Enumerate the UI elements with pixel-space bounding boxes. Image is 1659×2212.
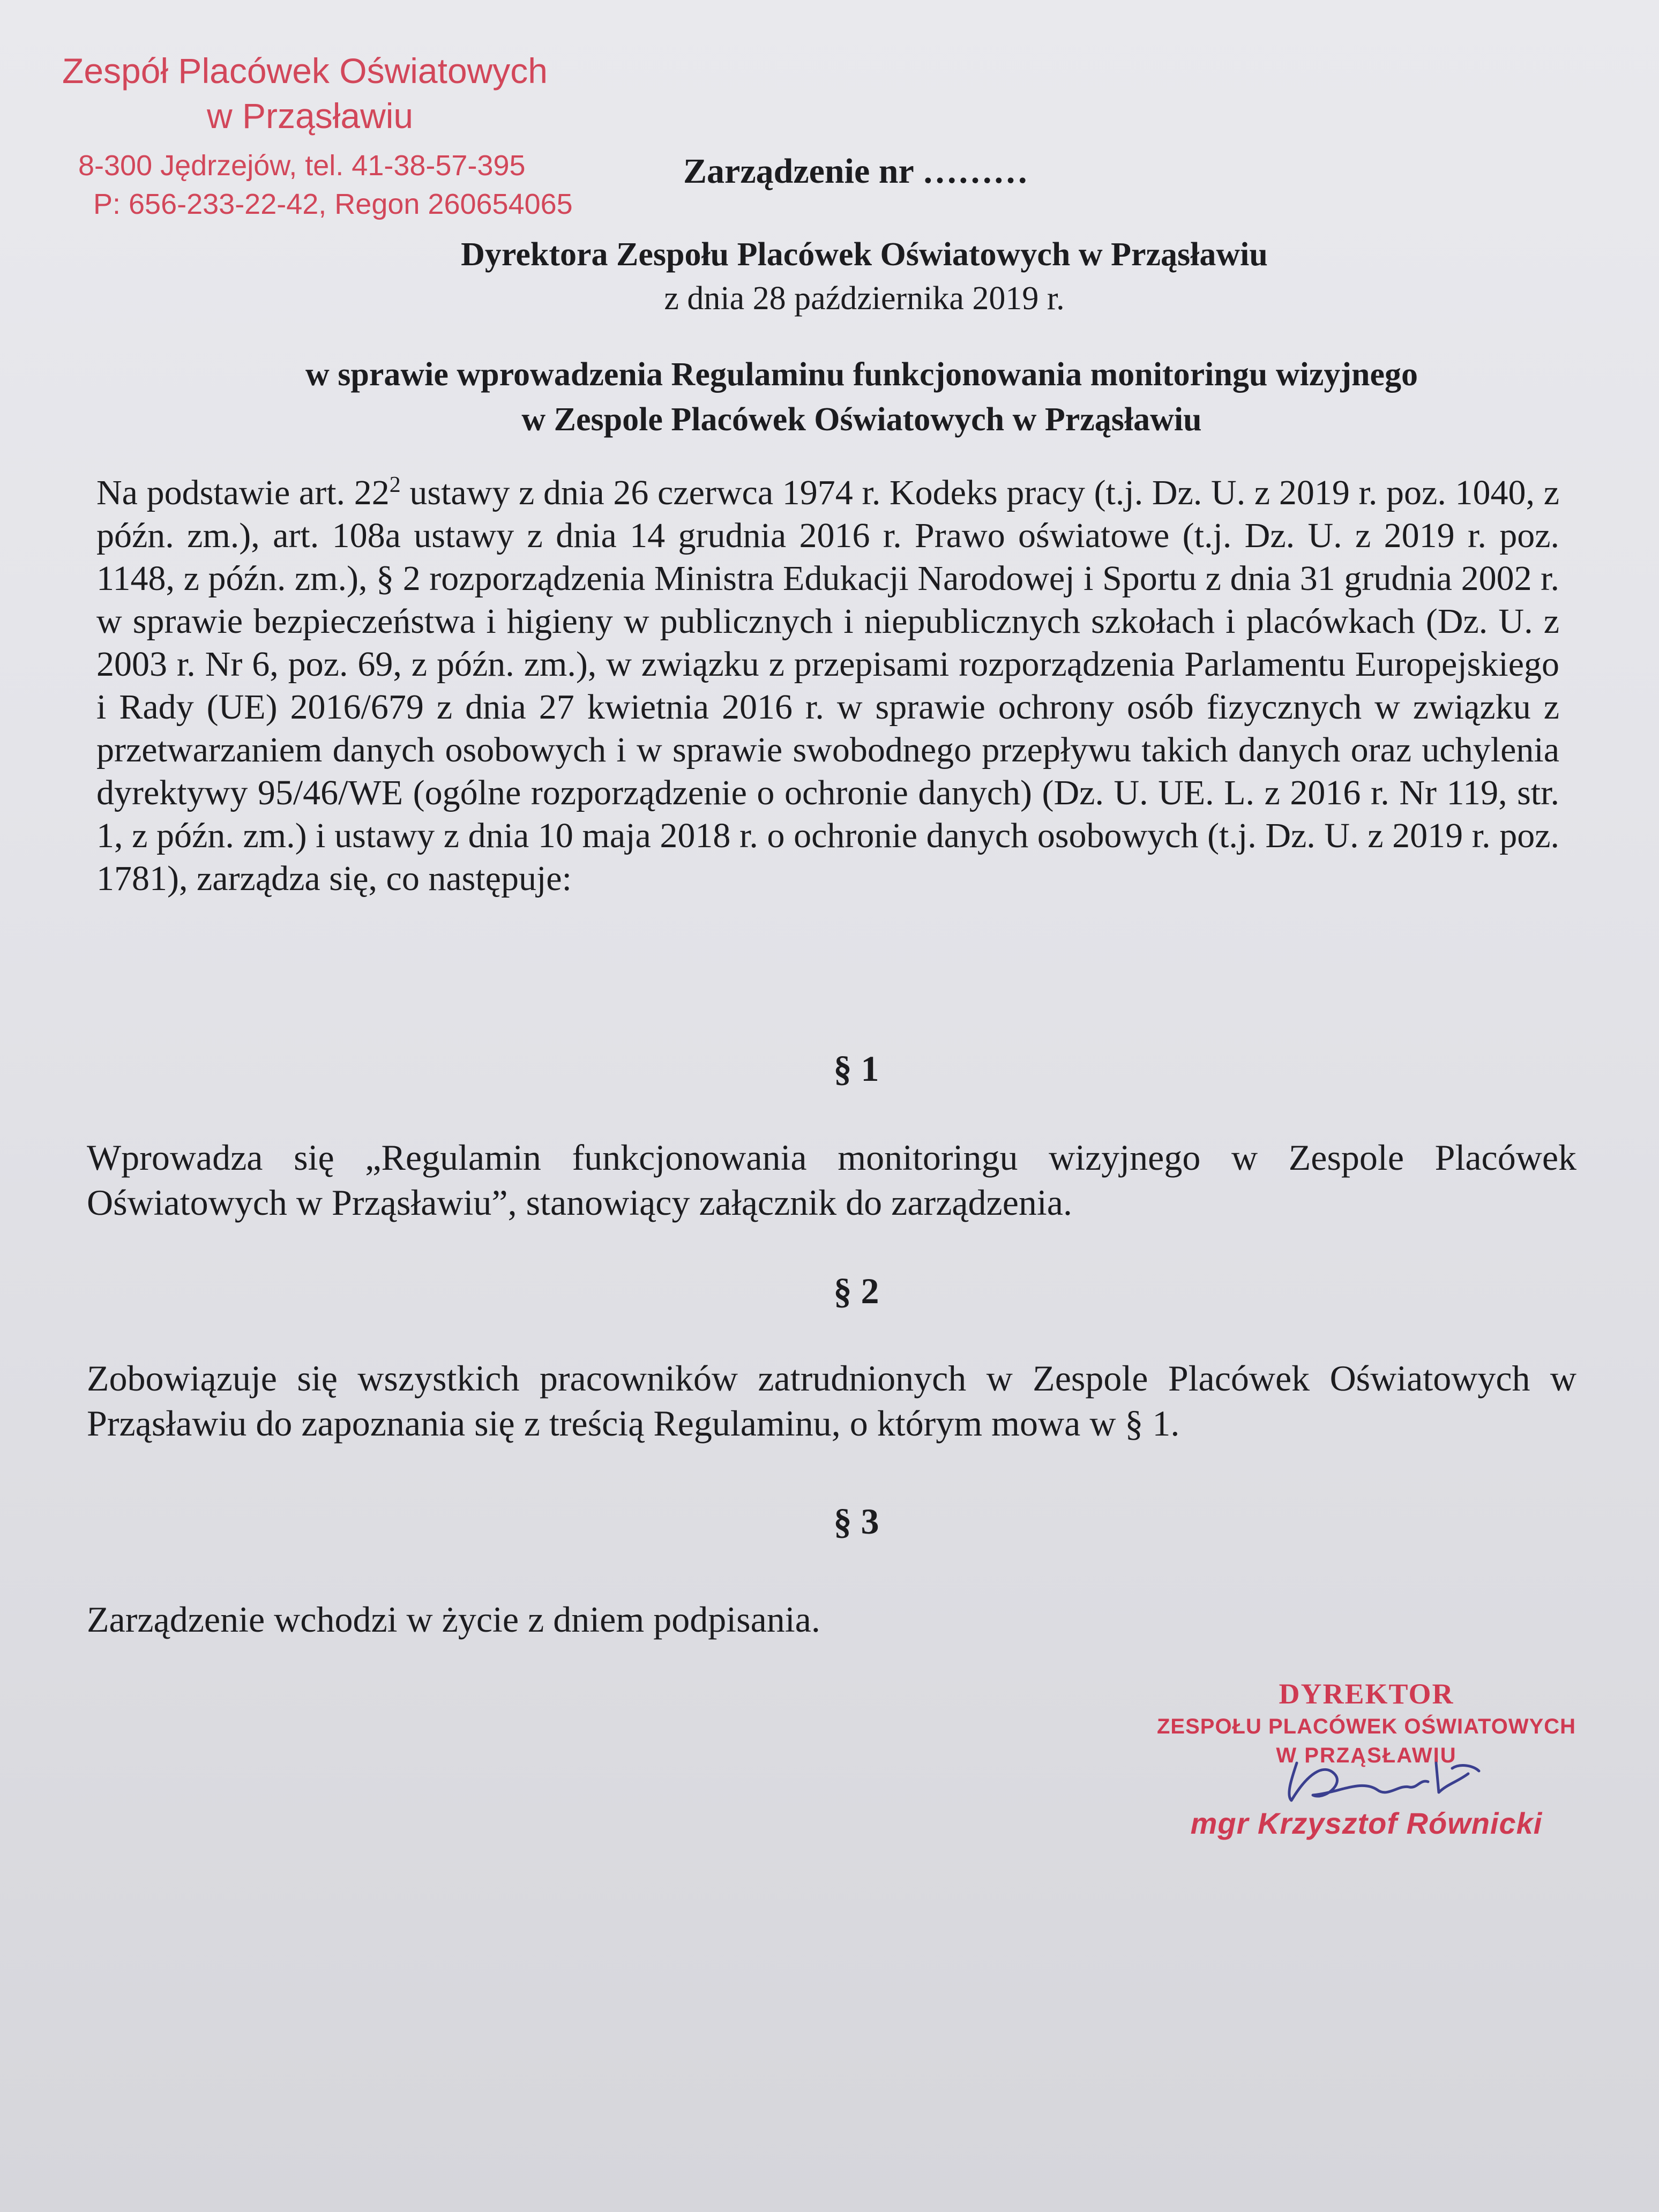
section-3-heading: § 3 — [833, 1501, 879, 1542]
document-issuer: Dyrektora Zespołu Placówek Oświatowych w Prząsławiu — [461, 236, 1268, 273]
director-stamp-title: DYREKTOR — [1279, 1678, 1454, 1710]
section-2-text: Zobowiązuje się wszystkich pracowników zatrudnionych w Zespole Placówek Oświatowych w Prząsławiu do zapoznania się z treścią Regulaminu, o którym mowa w § 1. — [87, 1358, 1576, 1444]
preamble-paragraph — [96, 472, 1559, 900]
preamble-rest: ustawy z dnia 26 czerwca 1974 r. Kodeks pracy (t.j. Dz. U. z 2019 r. poz. 1040, z późn. zm.), art. 108a ustawy z dnia 14 grudnia 2016 r. Prawo oświatowe (t.j. Dz. U. z 2019 r. poz. 1148, z późn. zm.), § 2 rozporządzenia Ministra Edukacji Narodowej i Sportu z dnia 31 grudnia 2002 r. w sprawie bezpieczeństwa i higieny w publicznych i niepublicznych szkołach i placówkach (Dz. U. z 2003 r. Nr 6, poz. 69, z późn. zm.), w związku z przepisami rozporządzenia Parlamentu Europejskiego i Rady (UE) 2016/679 z dnia 27 kwietnia 2016 r. w sprawie ochrony osób fizycznych w związku z przetwarzaniem danych osobowych i w sprawie swobodnego przepływu takich danych oraz uchylenia dyrektywy 95/46/WE (ogólne rozporządzenie o ochronie danych) (Dz. U. UE. L. z 2016 r. Nr 119, str. 1, z późn. zm.) i ustawy z dnia 10 maja 2018 r. o ochronie danych osobowych (t.j. Dz. U. z 2019 r. poz. 1781), zarządza się, co następuje: — [96, 473, 1559, 898]
document-subject-line-2: w Zespole Placówek Oświatowych w Prząsławiu — [521, 401, 1202, 438]
handwritten-signature — [1275, 1742, 1500, 1817]
director-stamp-town: W PRZĄSŁAWIU — [1276, 1744, 1457, 1767]
section-1-heading: § 1 — [833, 1048, 879, 1089]
document-subject-line-1: w sprawie wprowadzenia Regulaminu funkcjonowania monitoringu wizyjnego — [305, 356, 1418, 393]
section-1-text: Wprowadza się „Regulamin funkcjonowania monitoringu wizyjnego w Zespole Placówek Oświatowych w Prząsławiu”, stanowiący załącznik do zarządzenia. — [87, 1137, 1576, 1223]
stamp-institution-name: Zespół Placówek Oświatowych — [62, 51, 548, 91]
section-2-heading: § 2 — [833, 1271, 879, 1311]
preamble-superscript: 2 — [389, 473, 401, 497]
document-title-number: Zarządzenie nr ……… — [683, 152, 1029, 191]
document-date: z dnia 28 października 2019 r. — [664, 280, 1065, 317]
stamp-address: 8-300 Jędrzejów, tel. 41-38-57-395 — [78, 150, 526, 182]
director-stamp-name: mgr Krzysztof Równicki — [1190, 1806, 1543, 1840]
director-stamp-institution: ZESPOŁU PLACÓWEK OŚWIATOWYCH — [1156, 1715, 1576, 1738]
stamp-registry: P: 656-233-22-42, Regon 260654065 — [93, 188, 573, 220]
stamp-institution-town: w Prząsławiu — [207, 96, 414, 136]
preamble-prefix: Na podstawie art. 22 — [96, 473, 390, 512]
section-3-text: Zarządzenie wchodzi w życie z dniem podpisania. — [87, 1599, 820, 1640]
